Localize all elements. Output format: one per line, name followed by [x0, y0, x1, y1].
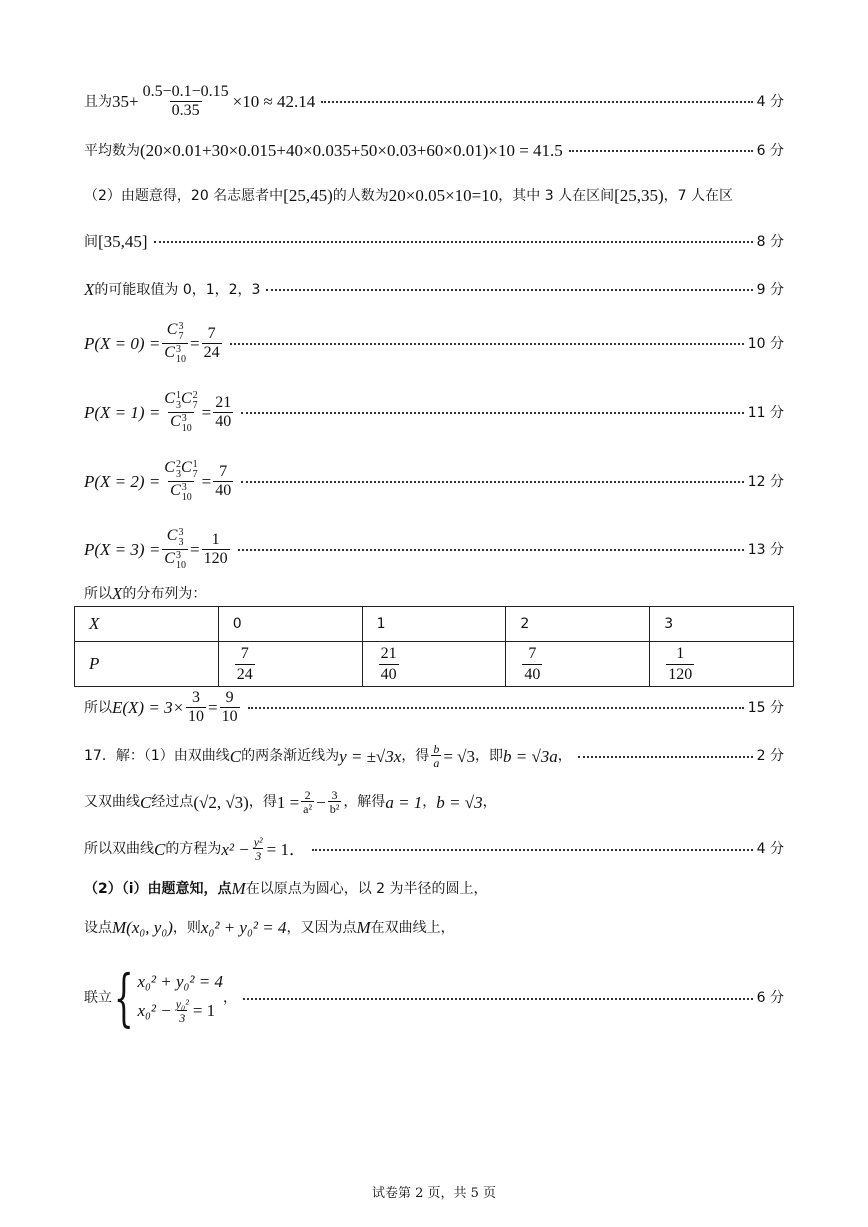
text: 在以原点为圆心，以 2 为半径的圆上，: [245, 880, 488, 897]
q17-part2-line-2: [84, 919, 784, 936]
dot-leader: [248, 706, 744, 709]
text: （2）（i）由题意知，点: [84, 880, 232, 897]
math: x² −: [221, 839, 250, 859]
values-line: [84, 281, 784, 298]
dot-leader: [238, 548, 744, 551]
math: [25,45): [283, 186, 333, 205]
text: 的可能取值为 0，1，2，3: [94, 281, 261, 298]
fraction: $\frac{2}{\text{a²}}$: [303, 788, 313, 816]
text: 的方程为: [165, 841, 222, 857]
interval-line: [84, 233, 784, 250]
text: 的两条渐近线为: [241, 748, 340, 764]
score-label: 15 分: [747, 699, 784, 716]
dot-leader: [241, 480, 744, 483]
q17-line-1: [84, 743, 784, 769]
text: 且为: [84, 93, 112, 110]
math: =: [189, 540, 200, 559]
dot-leader: [230, 342, 744, 345]
text: （2）由题意得，20 名志愿者中: [84, 187, 284, 204]
q17-line-3: [84, 836, 784, 862]
probability-line-3: [84, 528, 784, 571]
text: 经过点: [151, 794, 194, 810]
q17-system-line: [84, 960, 784, 1036]
fraction: $\frac{7}{24}$: [203, 325, 220, 361]
table-cell: $\frac{7}{40}$: [506, 642, 650, 687]
math: =: [189, 334, 200, 353]
text: ，则: [172, 919, 201, 936]
math: P(X = 1) =: [84, 403, 161, 422]
table-cell: 3: [650, 607, 794, 642]
table-cell: P: [75, 642, 219, 687]
math: X: [112, 584, 123, 603]
math: 20×0.05×10=10: [388, 186, 499, 205]
math: [35,45]: [98, 232, 148, 251]
expectation-line: [84, 690, 784, 725]
math: y = ±√3x: [339, 746, 402, 766]
fraction: [141, 84, 231, 119]
math: a = 1: [385, 792, 423, 812]
text: 在双曲线上，: [370, 919, 455, 936]
math: =: [201, 403, 212, 422]
dot-leader: [243, 997, 753, 1000]
brace: {: [113, 961, 134, 1034]
math: C: [229, 746, 242, 766]
dot-leader: [578, 755, 753, 758]
text: 间: [84, 233, 98, 250]
math: C: [140, 792, 152, 812]
dot-leader: [241, 411, 744, 414]
denominator: 0.35: [171, 102, 200, 119]
math: 1 =: [276, 792, 300, 812]
math: P(X = 0) =: [84, 334, 161, 353]
math: [25,35): [614, 186, 664, 205]
fraction: $\frac{b}{a}$: [433, 742, 440, 770]
text: ，得: [401, 748, 430, 764]
fraction: $\frac{1}{120}$: [203, 531, 228, 567]
probability-line-2: [84, 460, 784, 503]
score-label: 8 分: [756, 233, 784, 250]
fraction: $\frac{\text{y₀²}}{3}$: [175, 996, 189, 1025]
table-cell: 1: [362, 607, 506, 642]
math: ×10 ≈ 42.14: [232, 92, 316, 111]
score-label: 12 分: [747, 473, 784, 490]
text: 联立: [84, 990, 112, 1006]
math: =: [201, 472, 212, 491]
dot-leader: [321, 100, 752, 103]
dot-leader: [266, 288, 752, 291]
text: ，其中 3 人在区间: [498, 187, 615, 204]
text: ，解得: [343, 794, 386, 810]
part2-line: [84, 187, 784, 204]
numerator: 0.5−0.1−0.15: [142, 83, 229, 100]
math: (√2, √3): [193, 792, 249, 812]
text: 17．解：（1）由双曲线: [84, 748, 230, 764]
dot-leader: [312, 848, 753, 851]
math: −: [316, 792, 326, 812]
fraction: C 3 7 C 3 10: [164, 321, 186, 365]
distribution-title: [84, 585, 784, 602]
text: ，: [223, 990, 238, 1006]
text: ，得: [248, 794, 277, 810]
table-cell: $\frac{21}{40}$: [362, 642, 506, 687]
probability-line-0: [84, 322, 784, 365]
fraction: $\frac{7}{40}$: [215, 463, 232, 499]
text: ，又因为点: [286, 919, 357, 936]
score-label: 11 分: [747, 404, 784, 421]
text: 所以双曲线: [84, 841, 154, 857]
math: M: [356, 918, 371, 937]
fraction: C 1 3 C 2 7 C 3 10: [164, 390, 198, 434]
fraction: $\frac{21}{40}$: [215, 394, 232, 430]
score-label: 13 分: [747, 541, 784, 558]
math: X: [84, 280, 95, 299]
text: 所以: [84, 699, 112, 716]
score-label: 6 分: [756, 990, 784, 1006]
median-line: [84, 84, 784, 119]
math: (20×0.01+30×0.015+40×0.035+50×0.03+60×0.01)×10 = 41.5: [140, 141, 563, 160]
math: E(X) = 3×: [112, 698, 185, 717]
equation-system: [112, 961, 224, 1034]
score-label: 4 分: [756, 93, 784, 110]
table-row: [75, 607, 794, 642]
math: M: [231, 879, 246, 898]
math: x₀² + y₀² = 4: [137, 971, 224, 991]
math: M(x₀, y₀): [112, 918, 173, 937]
page-footer: 试卷第 2 页，共 5 页: [371, 1186, 497, 1201]
text: 的人数为: [332, 187, 389, 204]
text: 设点: [84, 919, 112, 936]
table-cell: 2: [506, 607, 650, 642]
text: ，即: [474, 748, 503, 764]
score-label: 6 分: [756, 142, 784, 159]
math: = 1: [192, 1001, 216, 1020]
fraction: $\frac{3}{\text{b²}}$: [329, 788, 340, 816]
math: P(X = 2) =: [84, 472, 161, 491]
q17-part2: [84, 880, 784, 897]
table-cell: $\frac{7}{24}$: [218, 642, 362, 687]
math: x₀² −: [137, 1001, 172, 1020]
fraction: $\frac{3}{10}$: [188, 689, 205, 725]
fraction: C 3 3 C 3 10: [164, 527, 186, 571]
table-cell: X: [75, 607, 219, 642]
math: =: [208, 698, 218, 717]
score-label: 10 分: [747, 335, 784, 352]
text: 平均数为: [84, 142, 140, 159]
math: C: [154, 839, 166, 859]
probability-line-1: [84, 391, 784, 434]
score-label: 2 分: [756, 748, 784, 764]
distribution-table: [74, 606, 794, 687]
math: b = √3: [436, 792, 483, 812]
score-label: 9 分: [756, 281, 784, 298]
text: 所以: [84, 585, 112, 602]
fraction: C 2 3 C 1 7 C 3 10: [164, 459, 198, 503]
q17-line-2: [84, 789, 784, 815]
text: ，: [482, 794, 497, 810]
text: ，: [422, 794, 437, 810]
dot-leader: [154, 240, 753, 243]
fraction: $\frac{9}{10}$: [221, 689, 238, 725]
math: 35+: [112, 92, 139, 111]
score-label: 4 分: [756, 841, 784, 857]
math: b = √3a: [502, 746, 558, 766]
text: ，: [557, 748, 572, 764]
table-cell: $\frac{1}{120}$: [650, 642, 794, 687]
math: = √3: [443, 746, 475, 766]
math: P(X = 3) =: [84, 540, 161, 559]
text: ，7 人在区: [663, 187, 734, 204]
table-row: [75, 642, 794, 687]
text: 又双曲线: [84, 794, 140, 810]
text: 的分布列为：: [122, 585, 207, 602]
table-cell: 0: [218, 607, 362, 642]
math: = 1．: [266, 839, 306, 859]
dot-leader: [569, 149, 753, 152]
math: x₀² + y₀² = 4: [200, 918, 287, 937]
mean-line: [84, 142, 784, 159]
fraction: $\frac{\text{y²}}{3}$: [253, 835, 263, 863]
